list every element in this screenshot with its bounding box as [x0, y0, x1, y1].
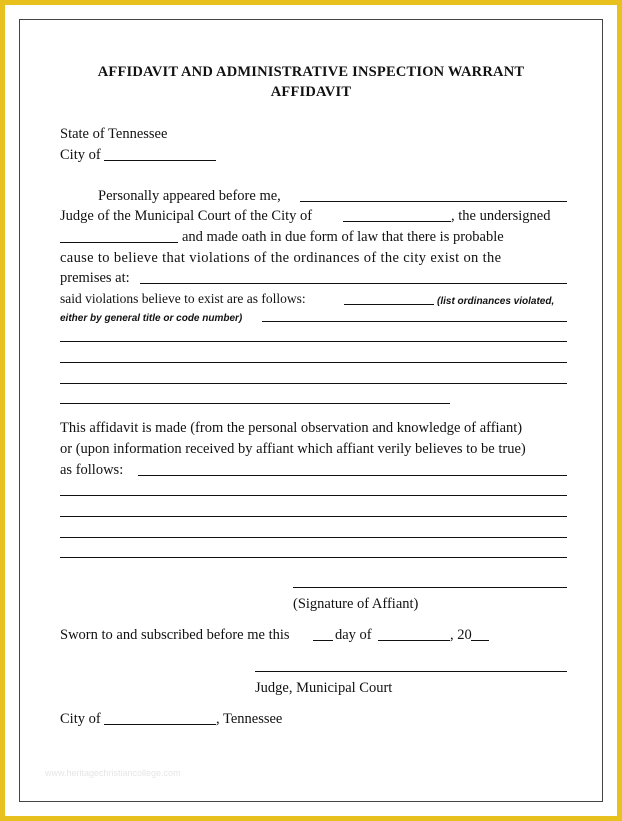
- violations-blank[interactable]: [344, 304, 434, 305]
- violations-line-5[interactable]: [60, 403, 450, 404]
- state-label: State of Tennessee: [60, 126, 168, 142]
- watermark-text: www.heritagechristiancollege.com: [45, 768, 181, 778]
- sworn-month-blank[interactable]: [378, 640, 450, 641]
- basis-line-1[interactable]: [138, 475, 567, 476]
- document-subtitle: AFFIDAVIT: [270, 84, 352, 100]
- appeared-text: Personally appeared before me,: [98, 188, 281, 204]
- oath-text: and made oath in due form of law that there is probable: [182, 229, 504, 245]
- list-note-1: (list ordinances violated,: [437, 296, 555, 307]
- judge-signature-line[interactable]: [255, 671, 567, 672]
- year-prefix-text: , 20: [450, 627, 472, 643]
- judge-text: Judge of the Municipal Court of the City of: [60, 208, 313, 224]
- basis-line-2[interactable]: [60, 495, 567, 496]
- violations-line-3[interactable]: [60, 362, 567, 363]
- footer-city-label: City of: [60, 711, 101, 727]
- affidavit-basis-line-1: This affidavit is made (from the personal observation and knowledge of affiant): [60, 420, 523, 436]
- court-city-blank[interactable]: [343, 221, 451, 222]
- basis-line-3[interactable]: [60, 516, 567, 517]
- city-blank[interactable]: [104, 160, 216, 161]
- premises-label: premises at:: [60, 270, 130, 286]
- judge-name-blank[interactable]: [300, 201, 567, 202]
- sworn-text: Sworn to and subscribed before me this: [60, 627, 290, 643]
- basis-line-5[interactable]: [60, 557, 567, 558]
- footer-state-text: , Tennessee: [216, 711, 283, 727]
- affidavit-basis-line-2: or (upon information received by affiant which affiant verily believes to be true): [60, 441, 526, 457]
- cause-text: cause to believe that violations of the ordinances of the city exist on the: [60, 250, 502, 266]
- city-label: City of: [60, 147, 101, 163]
- document-title: AFFIDAVIT AND ADMINISTRATIVE INSPECTION WARRANT: [97, 64, 525, 80]
- affiant-name-blank[interactable]: [60, 242, 178, 243]
- violations-line-2[interactable]: [60, 341, 567, 342]
- undersigned-text: , the undersigned: [451, 208, 551, 224]
- affiant-signature-line[interactable]: [293, 587, 567, 588]
- violations-text: said violations believe to exist are as follows:: [60, 291, 306, 306]
- sworn-day-blank[interactable]: [313, 640, 333, 641]
- premises-blank[interactable]: [140, 283, 567, 284]
- violations-line-1[interactable]: [262, 321, 567, 322]
- day-of-text: day of: [335, 627, 372, 643]
- judge-signature-label: Judge, Municipal Court: [255, 680, 393, 696]
- violations-line-4[interactable]: [60, 383, 567, 384]
- as-follows-label: as follows:: [60, 462, 124, 478]
- list-note-2: either by general title or code number): [60, 313, 243, 324]
- footer-city-blank[interactable]: [104, 724, 216, 725]
- basis-line-4[interactable]: [60, 537, 567, 538]
- affiant-signature-label: (Signature of Affiant): [293, 596, 419, 612]
- sworn-year-blank[interactable]: [471, 640, 489, 641]
